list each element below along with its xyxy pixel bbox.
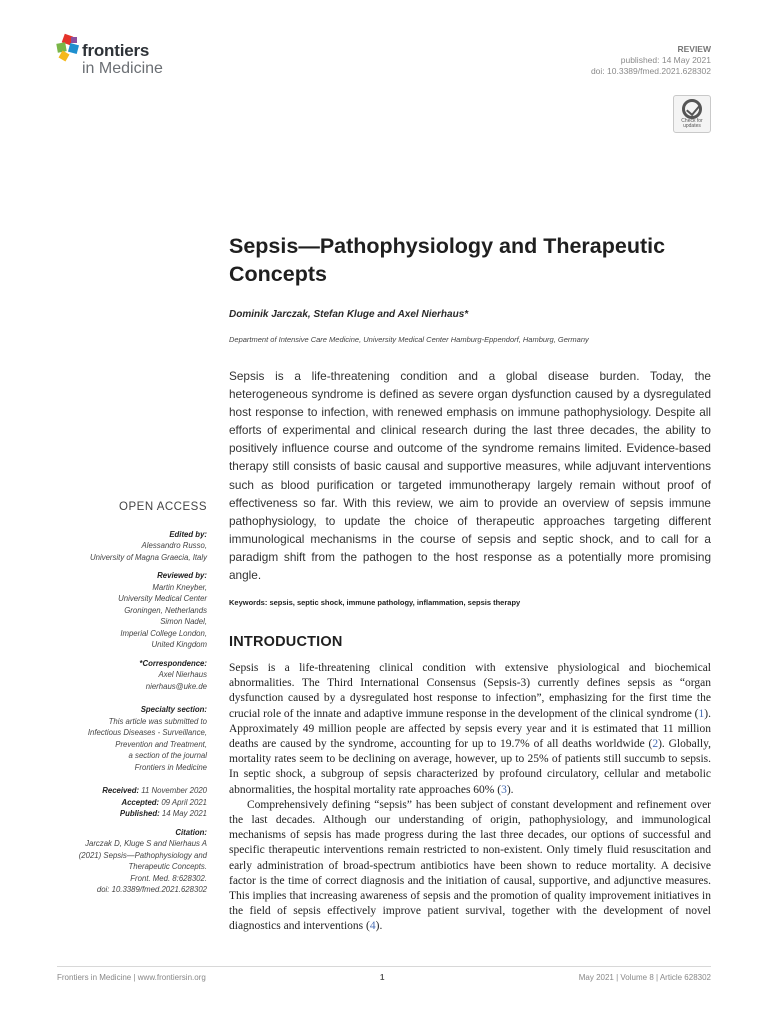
keywords-list: sepsis, septic shock, immune pathology, inflammation, sepsis therapy xyxy=(269,598,521,607)
paragraph: Sepsis is a life-threatening clinical condition with extensive physiological and biochemical abnormalities. The Third International Consensus (Sepsis-3) currently defines sepsis as “organ dysfunction caused by a dysregulated host response to infection”, emphasizing for the first time the crucial role of the innate and adaptive immune response in the development of the clinical syndrome (1). Approximately 49 million people are affected by sepsis every year and it is estimated that 11 million deaths are caused by the syndrome, accounting for up to 19.7% of all deaths worldwide (2). Globally, mortality rates seem to be declining on average, however, up to 25% of patients still succumb to sepsis. In septic shock, a subgroup of sepsis characterized by profound circulatory, cellular and metabolic abnormalities, the hospital mortality rate approaches 60% (3). xyxy=(229,662,711,796)
citation-text: Front. Med. 8:628302. xyxy=(130,873,207,883)
reviewer-affiliation: Imperial College London, xyxy=(120,628,207,638)
reviewer-name: Simon Nadel, xyxy=(160,617,207,626)
reference-link[interactable]: 1 xyxy=(698,707,705,720)
correspondence-label: *Correspondence: xyxy=(139,658,207,668)
specialty-text: Prevention and Treatment, xyxy=(115,739,207,749)
open-access-label: OPEN ACCESS xyxy=(119,501,207,513)
check-updates-label: Check for updates xyxy=(681,118,703,129)
citation-text: (2021) Sepsis—Pathophysiology and xyxy=(78,850,207,860)
reviewer-affiliation: University Medical Center xyxy=(118,594,207,603)
citation-text: Jarczak D, Kluge S and Nierhaus A xyxy=(85,839,207,848)
citation-text: Therapeutic Concepts. xyxy=(128,862,207,871)
article-type: REVIEW xyxy=(677,44,711,54)
frontiers-logo-icon xyxy=(57,35,81,61)
paragraph: Comprehensively defining “sepsis” has been subject of constant development and refinement over the last decades. Although our understanding of origin, pathophysiology, and immunological mechanisms of sepsis has made progress during the last three decades, our options of successful and specific therapeutic interventions remain restricted to non-existent. Only timely fluid resuscitation and early administration of broad-spectrum antibiotics have been shown to reduce mortality. A decisive factor is the time of correct diagnosis and the initiation of causal, supportive, and adjunctive measures. This implies that increasing awareness of sepsis and the promotion of quality improvement initiatives in the field of sepsis effectively improve patient survival, together with the development of novel diagnostics and interventions (4). xyxy=(229,798,711,933)
specialty-text: Frontiers in Medicine xyxy=(134,762,207,772)
published-date-sidebar: Published: 14 May 2021 xyxy=(119,809,207,818)
doi-link[interactable]: doi: 10.3389/fmed.2021.628302 xyxy=(590,66,711,76)
specialty-text: Infectious Diseases - Surveillance, xyxy=(87,728,207,737)
article-sidebar xyxy=(50,502,207,896)
citation-label: Citation: xyxy=(175,827,207,837)
correspondence-email-link[interactable]: nierhaus@uke.de xyxy=(145,681,207,691)
author-list: Dominik Jarczak, Stefan Kluge and Axel Nierhaus* xyxy=(229,309,469,320)
author-affiliation: Department of Intensive Care Medicine, University Medical Center Hamburg-Eppendorf, Hamburg, Germany xyxy=(229,335,589,344)
reviewed-by-label: Reviewed by: xyxy=(157,571,207,580)
reviewer-affiliation: Groningen, Netherlands xyxy=(124,605,207,615)
correspondence-name: Axel Nierhaus xyxy=(158,670,207,679)
specialty-section-label: Specialty section: xyxy=(140,705,207,714)
citation-doi-link[interactable]: doi: 10.3389/fmed.2021.628302 xyxy=(96,885,207,894)
article-title: Sepsis—Pathophysiology and Therapeutic Concepts xyxy=(229,234,666,286)
keywords-label: Keywords: xyxy=(229,598,268,607)
logo-wordmark: frontiers xyxy=(82,41,150,60)
footer-divider xyxy=(57,966,711,967)
reference-link[interactable]: 2 xyxy=(652,738,659,751)
keywords xyxy=(229,598,520,607)
edited-by-label: Edited by: xyxy=(169,529,207,539)
page-number: 1 xyxy=(380,973,385,982)
article-meta xyxy=(591,44,711,77)
reference-link[interactable]: 4 xyxy=(369,920,376,933)
footer-journal-link[interactable]: Frontiers in Medicine | www.frontiersin.org xyxy=(57,973,206,982)
reference-link[interactable]: 3 xyxy=(501,783,507,796)
journal-logo xyxy=(57,33,197,83)
specialty-text: This article was submitted to xyxy=(108,716,207,726)
abstract: Sepsis is a life-threatening condition and a global disease burden. Today, the heterogeneous syndrome is defined as severe organ dysfunction caused by a dysregulated host response to infection, with renewed emphasis on immune pathophysiology. Despite all efforts of experimental and clinical research during the last three decades, the ability to positively influence course and outcome of the syndrome remains limited. Evidence-based therapy still consists of basic causal and supportive measures, while adjuvant interventions such as blood purification or targeted immunotherapy largely remain without proof of effectiveness so far. With this review, we aim to provide an overview of sepsis immune pathophysiology, to update the choice of therapeutic approaches targeting different immunological mechanisms in the course of sepsis and septic shock, and to call for a paradigm shift from the pathogen to the host response as a potentially more promising angle. xyxy=(229,369,711,583)
reviewer-name: Martin Kneyber, xyxy=(152,582,207,592)
received-date: Received: 11 November 2020 xyxy=(102,786,207,795)
introduction-body xyxy=(229,661,711,935)
reviewer-affiliation: United Kingdom xyxy=(151,640,207,649)
logo-journal-name: in Medicine xyxy=(82,60,163,77)
editor-affiliation: University of Magna Graecia, Italy xyxy=(90,552,207,562)
check-updates-icon xyxy=(682,99,702,119)
accepted-date: Accepted: 09 April 2021 xyxy=(121,797,207,807)
section-heading-introduction: INTRODUCTION xyxy=(229,634,343,650)
footer-issue-info: May 2021 | Volume 8 | Article 628302 xyxy=(578,973,711,982)
check-for-updates-button[interactable] xyxy=(673,95,711,133)
editor-name: Alessandro Russo, xyxy=(141,541,207,550)
specialty-text: a section of the journal xyxy=(128,751,207,760)
published-date: published: 14 May 2021 xyxy=(620,55,711,65)
